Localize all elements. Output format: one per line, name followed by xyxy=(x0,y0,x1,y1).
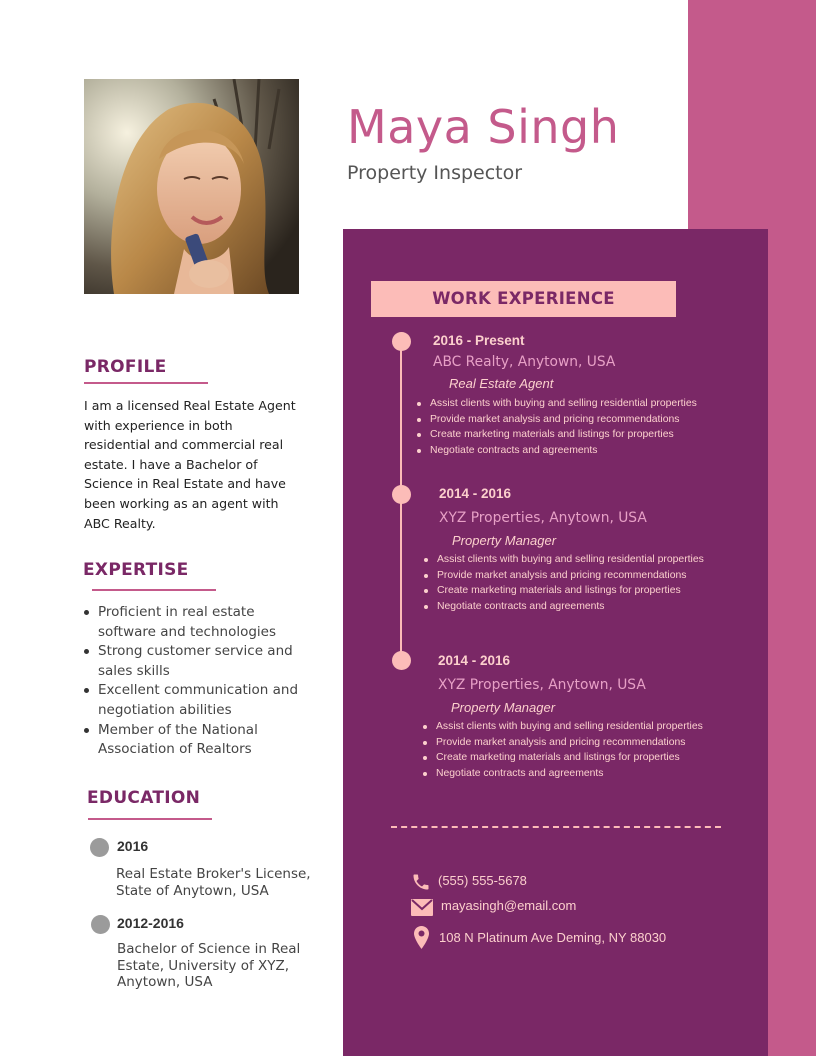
contact-address: 108 N Platinum Ave Deming, NY 88030 xyxy=(439,930,667,945)
work-timeline-dot xyxy=(392,651,411,670)
expertise-heading-underline xyxy=(92,589,216,591)
envelope-icon xyxy=(411,899,433,921)
expertise-heading: EXPERTISE xyxy=(83,560,189,580)
job-title: Real Estate Agent xyxy=(449,376,554,391)
job-bullet-list xyxy=(422,719,703,782)
education-timeline-dot xyxy=(91,915,110,934)
job-bullet: Assist clients with buying and selling residential properties xyxy=(416,396,697,412)
work-experience-heading: WORK EXPERIENCE xyxy=(371,281,676,317)
job-company: XYZ Properties, Anytown, USA xyxy=(438,677,646,693)
work-timeline-dot xyxy=(392,332,411,351)
job-bullet: Assist clients with buying and selling residential properties xyxy=(423,552,704,568)
education-year: 2012-2016 xyxy=(117,915,184,931)
education-description: Bachelor of Science in Real Estate, University of XYZ, Anytown, USA xyxy=(117,941,301,991)
profile-photo xyxy=(84,79,299,294)
contact-email[interactable]: mayasingh@email.com xyxy=(441,898,577,913)
job-bullet: Provide market analysis and pricing recommendations xyxy=(416,412,697,428)
section-divider xyxy=(391,826,721,828)
expertise-list xyxy=(84,603,304,760)
map-pin-icon xyxy=(414,926,429,954)
job-dates: 2014 - 2016 xyxy=(438,653,511,668)
job-bullet: Create marketing materials and listings for properties xyxy=(423,583,704,599)
job-title: Property Manager xyxy=(451,700,556,715)
education-description: Real Estate Broker's License, State of Anytown, USA xyxy=(116,866,311,899)
job-company: ABC Realty, Anytown, USA xyxy=(433,354,616,370)
profile-text: I am a licensed Real Estate Agent with experience in both residential and commercial real estate. I have a Bachelor of Science in Real Estate and have been working as an agent with ABC Realty. xyxy=(84,398,296,531)
education-heading: EDUCATION xyxy=(87,788,201,808)
expertise-item: Strong customer service and sales skills xyxy=(84,642,304,681)
expertise-item: Proficient in real estate software and technologies xyxy=(84,603,304,642)
job-title: Property Manager xyxy=(452,533,557,548)
work-timeline-dot xyxy=(392,485,411,504)
education-year: 2016 xyxy=(117,838,149,854)
job-bullet: Provide market analysis and pricing recommendations xyxy=(422,735,703,751)
candidate-role: Property Inspector xyxy=(347,162,523,184)
job-bullet: Negotiate contracts and agreements xyxy=(416,443,697,459)
job-bullet: Assist clients with buying and selling residential properties xyxy=(422,719,703,735)
education-heading-underline xyxy=(88,818,212,820)
job-bullet: Provide market analysis and pricing recommendations xyxy=(423,568,704,584)
job-bullet: Negotiate contracts and agreements xyxy=(422,766,703,782)
expertise-item: Member of the National Association of Realtors xyxy=(84,721,304,760)
job-bullet: Create marketing materials and listings for properties xyxy=(416,427,697,443)
candidate-name: Maya Singh xyxy=(347,100,620,154)
phone-icon xyxy=(411,872,431,897)
job-dates: 2016 - Present xyxy=(433,333,525,348)
job-bullet: Create marketing materials and listings for properties xyxy=(422,750,703,766)
profile-heading-underline xyxy=(84,382,208,384)
job-dates: 2014 - 2016 xyxy=(439,486,512,501)
contact-phone[interactable]: (555) 555-5678 xyxy=(438,873,527,888)
education-timeline-dot xyxy=(90,838,109,857)
job-company: XYZ Properties, Anytown, USA xyxy=(439,510,647,526)
job-bullet: Negotiate contracts and agreements xyxy=(423,599,704,615)
job-bullet-list xyxy=(423,552,704,615)
expertise-item: Excellent communication and negotiation abilities xyxy=(84,681,304,720)
profile-heading: PROFILE xyxy=(84,357,167,377)
job-bullet-list xyxy=(416,396,697,459)
